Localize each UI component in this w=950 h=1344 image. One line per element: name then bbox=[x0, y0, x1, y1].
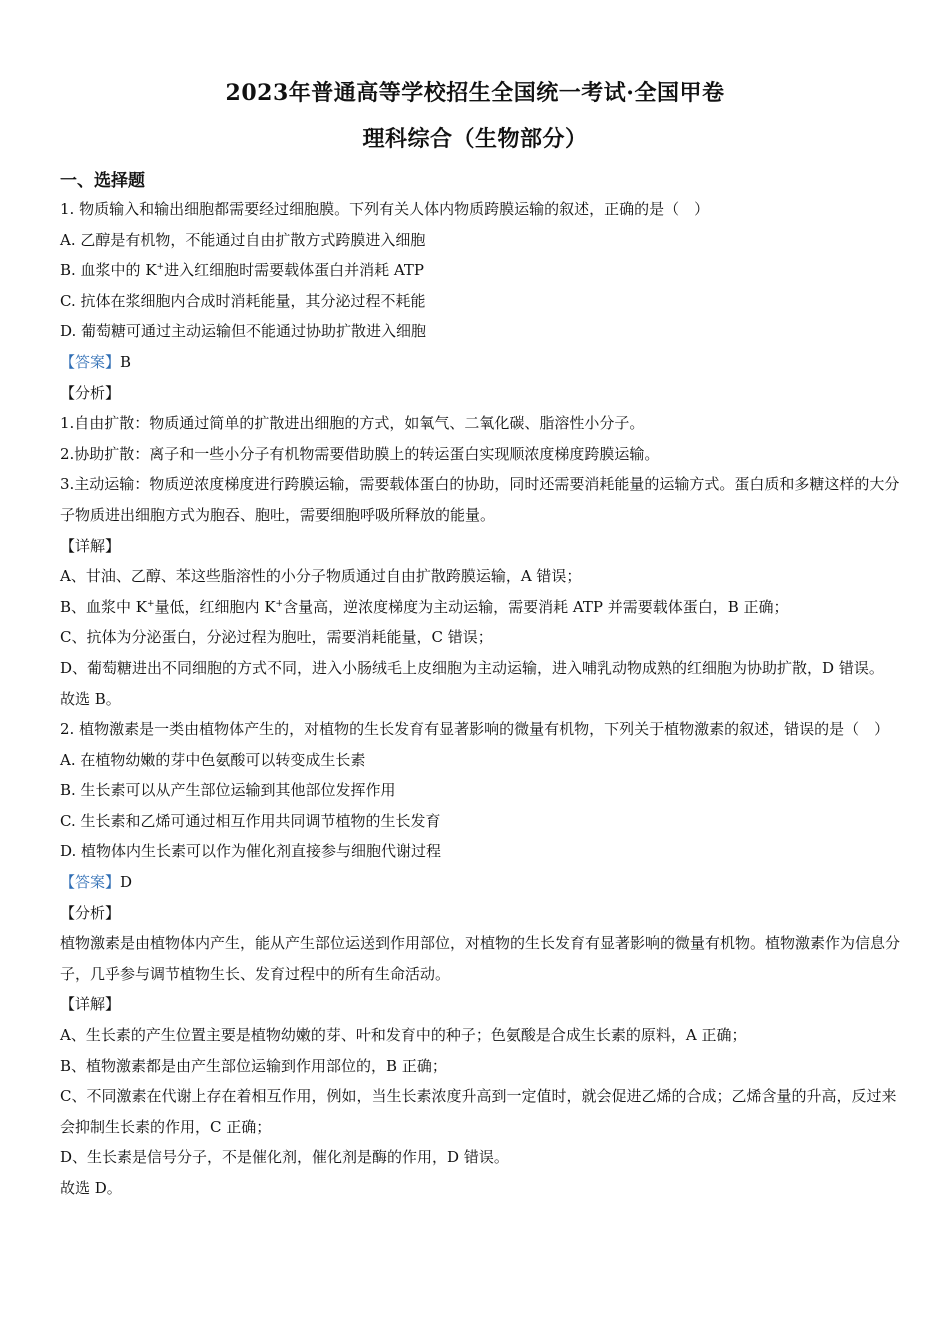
q1-answer: 【答案】B bbox=[60, 352, 132, 371]
q1-analysis-3: 3.主动运输：物质逆浓度梯度进行跨膜运输，需要载体蛋白的协助，同时还需要消耗能量的运输方式。蛋白质和多糖这样的大分子物质进出细胞方式为胞吞、胞吐，需要细胞呼吸所释放的能量。 bbox=[60, 475, 900, 524]
q2-option-c: C. 生长素和乙烯可通过相互作用共同调节植物的生长发育 bbox=[60, 811, 441, 830]
q1-detail-a: A、甘油、乙醇、苯这些脂溶性的小分子物质通过自由扩散跨膜运输，A 错误； bbox=[60, 567, 582, 586]
q1-option-b: B. 血浆中的 K+进入红细胞时需要载体蛋白并消耗 ATP bbox=[60, 261, 424, 280]
q1-analysis-1: 1.自由扩散：物质通过简单的扩散进出细胞的方式，如氧气、二氧化碳、脂溶性小分子。 bbox=[60, 414, 645, 433]
answer-tag: 【答案】 bbox=[60, 352, 121, 371]
q2-detail-d: D、生长素是信号分子，不是催化剂，催化剂是酶的作用，D 错误。 bbox=[60, 1148, 509, 1167]
q1-option-c: C. 抗体在浆细胞内合成时消耗能量，其分泌过程不耗能 bbox=[60, 291, 426, 310]
q2-detail-c: C、不同激素在代谢上存在着相互作用，例如，当生长素浓度升高到一定值时，就会促进乙烯的合成；乙烯含量的升高，反过来会抑制生长素的作用，C 正确； bbox=[60, 1087, 897, 1136]
answer-tag: 【答案】 bbox=[60, 873, 121, 892]
q2-analysis-tag: 【分析】 bbox=[60, 903, 121, 922]
q2-choose: 故选 D。 bbox=[60, 1179, 122, 1197]
q1-detail-tag: 【详解】 bbox=[60, 536, 121, 555]
q2-detail-a: A、生长素的产生位置主要是植物幼嫩的芽、叶和发育中的种子；色氨酸是合成生长素的原料，A 正确； bbox=[60, 1026, 747, 1045]
q2-detail-b: B、植物激素都是由产生部位运输到作用部位的，B 正确； bbox=[60, 1056, 447, 1075]
q2-stem: 2. 植物激素是一类由植物体产生的，对植物的生长发育有显著影响的微量有机物，下列关于植物激素的叙述，错误的是（ ） bbox=[60, 720, 890, 739]
q2-analysis: 植物激素是由植物体内产生，能从产生部位运送到作用部位，对植物的生长发育有显著影响的微量有机物。植物激素作为信息分子，几乎参与调节植物生长、发育过程中的所有生命活动。 bbox=[60, 934, 901, 983]
q1-detail-d: D、葡萄糖进出不同细胞的方式不同，进入小肠绒毛上皮细胞为主动运输，进入哺乳动物成熟的红细胞为协助扩散，D 错误。 bbox=[60, 658, 884, 677]
exam-title: 2023年普通高等学校招生全国统一考试·全国甲卷 bbox=[225, 80, 725, 106]
q1-option-d: D. 葡萄糖可通过主动运输但不能通过协助扩散进入细胞 bbox=[60, 322, 427, 341]
q1-analysis-tag: 【分析】 bbox=[60, 383, 121, 402]
q2-option-d: D. 植物体内生长素可以作为催化剂直接参与细胞代谢过程 bbox=[60, 842, 442, 861]
q1-detail-b: B、血浆中 K+量低，红细胞内 K+含量高，逆浓度梯度为主动运输，需要消耗 ATP 并需要载体蛋白，B 正确； bbox=[60, 597, 789, 616]
exam-subtitle: 理科综合（生物部分） bbox=[362, 126, 588, 152]
q1-choose: 故选 B。 bbox=[60, 689, 121, 708]
q1-stem: 1. 物质输入和输出细胞都需要经过细胞膜。下列有关人体内物质跨膜运输的叙述，正确的是（ ） bbox=[60, 200, 710, 218]
document-body bbox=[60, 194, 900, 1204]
q2-option-a: A. 在植物幼嫩的芽中色氨酸可以转变成生长素 bbox=[60, 750, 366, 769]
q1-detail-c: C、抗体为分泌蛋白，分泌过程为胞吐，需要消耗能量，C 错误； bbox=[60, 628, 493, 647]
q2-option-b: B. 生长素可以从产生部位运输到其他部位发挥作用 bbox=[60, 781, 396, 800]
q1-analysis-2: 2.协助扩散：离子和一些小分子有机物需要借助膜上的转运蛋白实现顺浓度梯度跨膜运输。 bbox=[60, 444, 660, 463]
q2-detail-tag: 【详解】 bbox=[60, 995, 121, 1014]
section-heading: 一、选择题 bbox=[60, 171, 145, 191]
q1-option-a: A. 乙醇是有机物，不能通过自由扩散方式跨膜进入细胞 bbox=[60, 230, 426, 249]
q2-answer: 【答案】D bbox=[60, 873, 133, 892]
